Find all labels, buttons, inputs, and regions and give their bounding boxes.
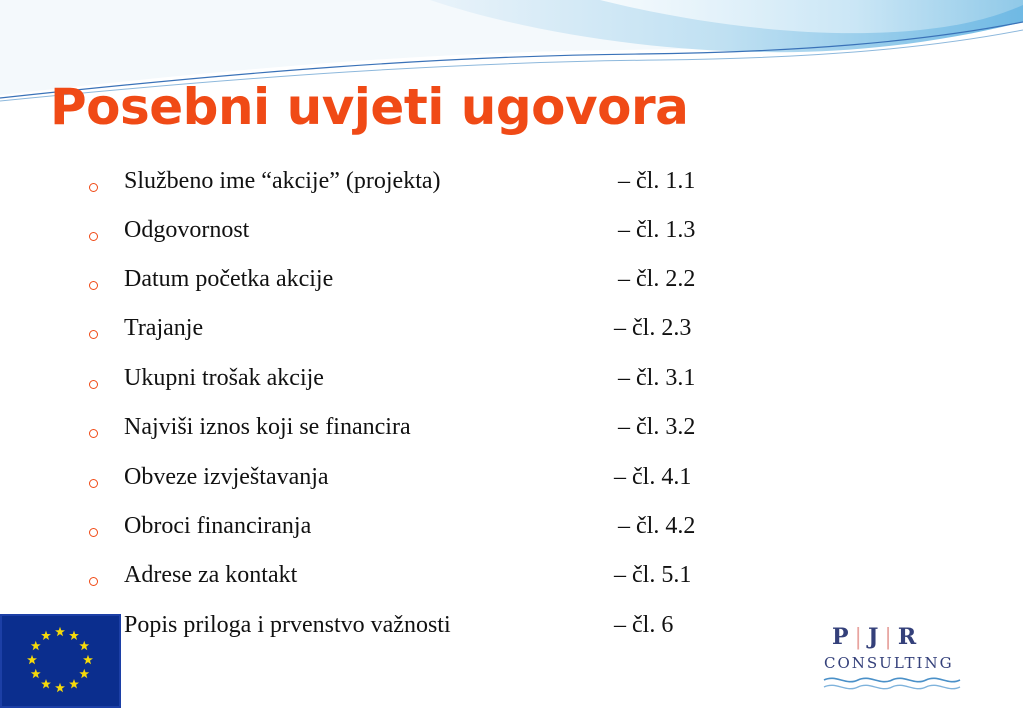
star-icon	[41, 679, 51, 688]
circle-outline-icon	[89, 232, 98, 241]
star-icon	[27, 655, 37, 664]
star-icon	[69, 631, 79, 640]
circle-outline-icon	[89, 183, 98, 192]
list-item-label: Ukupni trošak akcije	[124, 365, 324, 391]
list-item-label: Obveze izvještavanja	[124, 464, 329, 490]
circle-outline-icon	[89, 429, 98, 438]
logo-subtitle: CONSULTING	[824, 654, 954, 672]
pjr-consulting-logo	[818, 622, 968, 702]
star-icon	[55, 683, 65, 692]
list-item	[0, 160, 760, 210]
star-icon	[69, 679, 79, 688]
list-item-label: Odgovornost	[124, 217, 250, 243]
list-item	[0, 406, 760, 456]
list-item-label: Najviši iznos koji se financira	[124, 414, 411, 440]
circle-outline-icon	[89, 330, 98, 339]
list-item-ref: – čl. 6	[614, 612, 674, 638]
eu-flag-icon	[0, 614, 121, 708]
star-icon	[79, 669, 89, 678]
list-item	[0, 554, 760, 604]
list-item-ref: – čl. 1.1	[618, 168, 696, 194]
star-icon	[31, 669, 41, 678]
list-item	[0, 357, 760, 407]
list-item-label: Popis priloga i prvenstvo važnosti	[124, 612, 451, 638]
star-icon	[31, 641, 41, 650]
circle-outline-icon	[89, 528, 98, 537]
list-item-ref: – čl. 2.3	[614, 315, 692, 341]
list-item-ref: – čl. 3.1	[618, 365, 696, 391]
list-item	[0, 258, 760, 308]
page-title: Posebni uvjeti ugovora	[50, 78, 689, 136]
list-item-ref: – čl. 4.1	[614, 464, 692, 490]
list-item	[0, 505, 760, 555]
list-item-label: Datum početka akcije	[124, 266, 334, 292]
list-item-ref: – čl. 1.3	[618, 217, 696, 243]
circle-outline-icon	[89, 380, 98, 389]
circle-outline-icon	[89, 281, 98, 290]
star-icon	[41, 631, 51, 640]
star-icon	[83, 655, 93, 664]
wave-icon	[822, 672, 962, 694]
list-item-label: Adrese za kontakt	[124, 562, 298, 588]
list-item	[0, 307, 760, 357]
star-icon	[79, 641, 89, 650]
list-item-label: Obroci financiranja	[124, 513, 312, 539]
list-item	[0, 456, 760, 506]
circle-outline-icon	[89, 577, 98, 586]
list-item-ref: – čl. 4.2	[618, 513, 696, 539]
logo-letters: P | J | R	[832, 624, 917, 650]
list-item-ref: – čl. 5.1	[614, 562, 692, 588]
list-item-ref: – čl. 2.2	[618, 266, 696, 292]
list-item-label: Trajanje	[124, 315, 204, 341]
star-icon	[55, 627, 65, 636]
circle-outline-icon	[89, 479, 98, 488]
eu-stars	[0, 614, 121, 708]
list-item-label: Službeno ime “akcije” (projekta)	[124, 168, 441, 194]
list-item	[0, 209, 760, 259]
list-item-ref: – čl. 3.2	[618, 414, 696, 440]
